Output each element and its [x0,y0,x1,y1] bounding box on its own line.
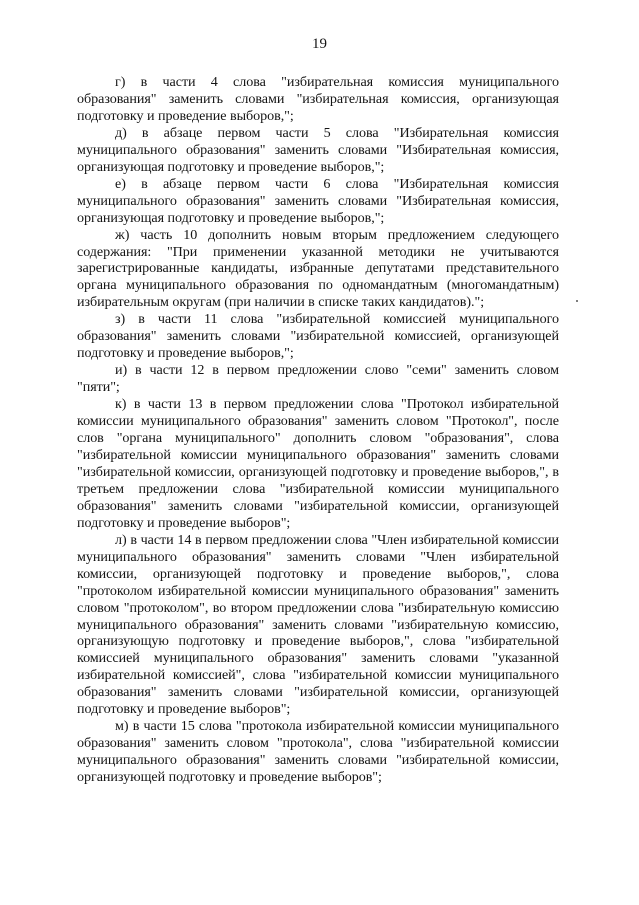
document-body [77,74,559,786]
paragraph-zh: ж) часть 10 дополнить новым вторым предложением следующего содержания: "При применении указанной методики не учитываются зарегистрированные кандидаты, избранные депутатами представительного органа муниципального образования по одномандатным (многомандатным) избирательным округам (при наличии в списке таких кандидатов)."; [77,226,559,311]
paragraph-g: г) в части 4 слова "избирательная комиссия муниципального образования" заменить словами "избирательная комиссия, организующая подготовку и проведение выборов,"; [77,74,559,124]
paragraph-l: л) в части 14 в первом предложении слова "Член избирательной комиссии муниципального образования" заменить словами "Член избирательной комиссии, организующей подготовку и проведение выборов,", слова "протоколом избирательной комиссии муниципального образования" заменить словом "протоколом", во втором предложении слова "избирательную комиссию муниципального образования" заменить словами "избирательную комиссию, организующую подготовку и проведение выборов,", слова "избирательной комиссией муниципального образования" заменить словами "указанной избирательной комиссией", слова "избирательной комиссии муниципального образования" заменить словами "избирательной комиссии, организующей подготовку и проведение выборов"; [77,531,559,718]
scan-speck [576,300,578,302]
page-number: 19 [312,36,327,52]
paragraph-d: д) в абзаце первом части 5 слова "Избирательная комиссия муниципального образования" заменить словами "Избирательная комиссия, организующая подготовку и проведение выборов,"; [77,124,559,175]
paragraph-m: м) в части 15 слова "протокола избирательной комиссии муниципального образования" заменить словом "протокола", слова "избирательной комиссии муниципального образования" заменить словами "избирательной комиссии, организующей подготовку и проведение выборов"; [77,718,559,786]
paragraph-i: и) в части 12 в первом предложении слово "семи" заменить словом "пяти"; [77,362,559,396]
paragraph-k: к) в части 13 в первом предложении слова "Протокол избирательной комиссии муниципального образования" заменить словом "Протокол", после слов "органа муниципального" дополнить словом "образования", слова "избирательной комиссии муниципального образования" заменить словами "избирательной комиссии, организующей подготовку и проведение выборов,", в третьем предложении слова "избирательной комиссии муниципального образования" заменить словами "избирательной комиссии, организующей подготовку и проведение выборов"; [77,396,559,531]
paragraph-z: з) в части 11 слова "избирательной комиссией муниципального образования" заменить словами "избирательной комиссией, организующей подготовку и проведение выборов,"; [77,311,559,362]
paragraph-e: е) в абзаце первом части 6 слова "Избирательная комиссия муниципального образования" заменить словами "Избирательная комиссия, организующая подготовку и проведение выборов,"; [77,175,559,226]
